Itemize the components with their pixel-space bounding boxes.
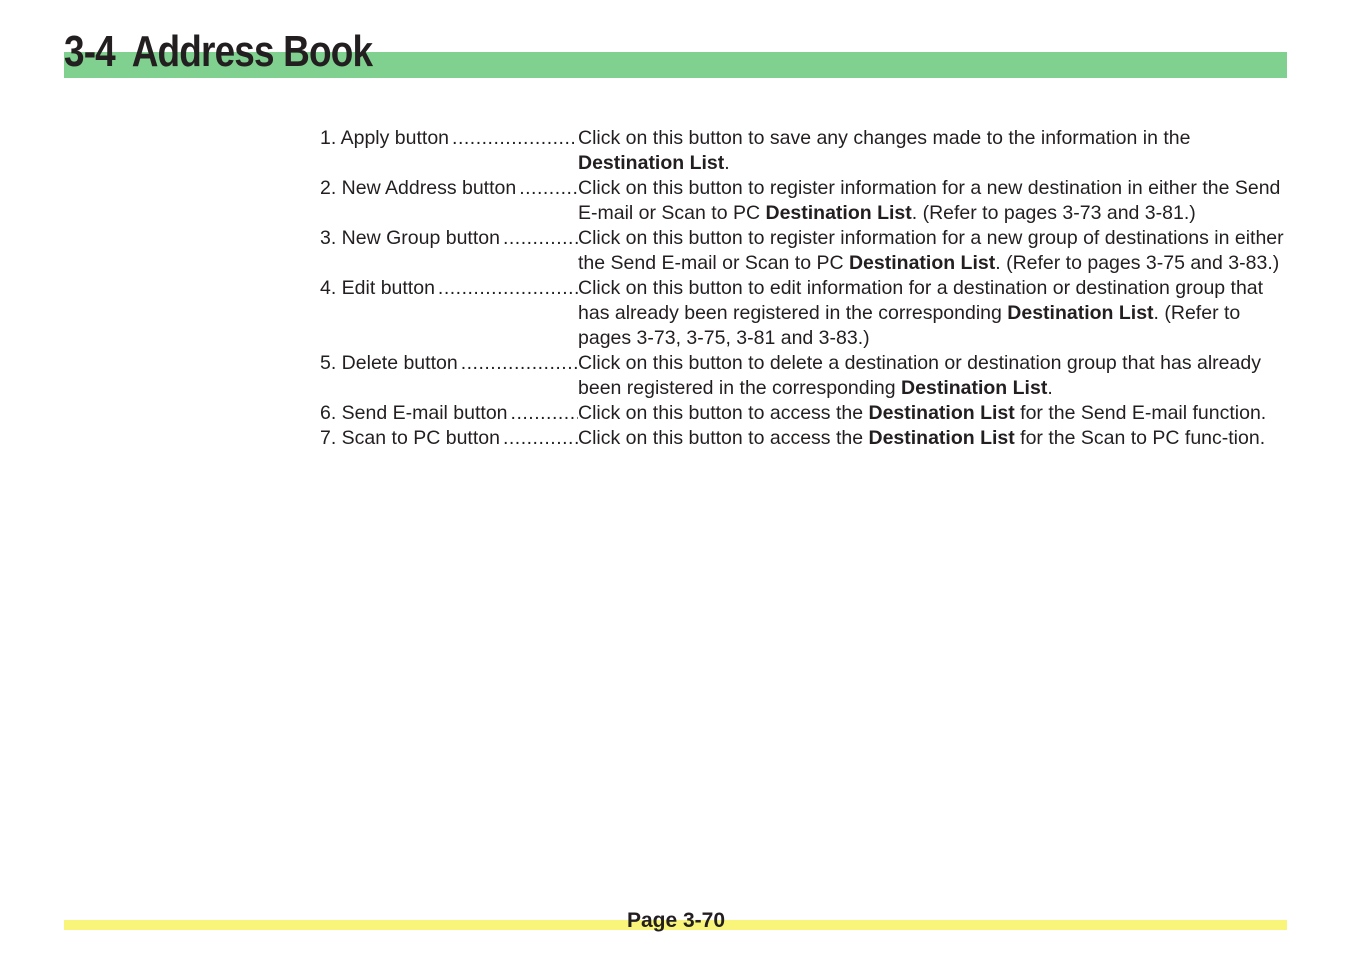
item-term-label: 2. New Address button	[320, 177, 517, 199]
item-description	[578, 276, 1295, 351]
destination-list-term: Destination List	[868, 402, 1015, 424]
item-term	[320, 351, 578, 401]
dot-leader	[435, 276, 578, 351]
dot-leader	[516, 176, 578, 226]
description-text: Click on this button to register information for a new destination in either the Send E-mail or Scan to PC	[578, 177, 1281, 224]
dot-leader	[449, 126, 578, 176]
destination-list-term: Destination List	[901, 377, 1048, 399]
item-term-label: 3. New Group button	[320, 227, 500, 249]
item-term-label: 6. Send E-mail button	[320, 402, 508, 424]
list-item	[320, 176, 1295, 226]
description-text: Click on this button to delete a destination or destination group that has already been registered in the corresponding	[578, 352, 1261, 399]
button-description-list	[320, 126, 1295, 451]
item-description	[578, 351, 1295, 401]
item-term	[320, 126, 578, 176]
item-term-label: 5. Delete button	[320, 352, 458, 374]
destination-list-term: Destination List	[848, 252, 996, 274]
page-title	[64, 22, 372, 82]
section-title: Address Book	[131, 27, 373, 76]
item-description	[578, 401, 1295, 426]
destination-list-term: Destination List	[868, 427, 1015, 449]
list-item	[320, 126, 1295, 176]
description-text: Click on this button to access the	[578, 427, 869, 449]
description-text: for the Send E-mail function.	[1014, 402, 1267, 424]
description-text: .	[724, 152, 730, 174]
item-description	[578, 426, 1295, 451]
description-text: for the Scan to PC func-tion.	[1014, 427, 1266, 449]
item-description	[578, 126, 1295, 176]
description-text: .	[1047, 377, 1053, 399]
dot-leader	[500, 426, 578, 451]
dot-leader	[508, 401, 578, 426]
item-term	[320, 276, 578, 351]
item-term	[320, 226, 578, 276]
item-term	[320, 401, 578, 426]
section-number: 3-4	[64, 27, 115, 76]
item-term	[320, 176, 578, 226]
list-item	[320, 351, 1295, 401]
destination-list-term: Destination List	[578, 152, 725, 174]
item-description	[578, 176, 1295, 226]
description-text: Click on this button to register information for a new group of destinations in either the Send E-mail or Scan to PC	[578, 227, 1284, 274]
list-item	[320, 226, 1295, 276]
description-text: Click on this button to access the	[578, 402, 869, 424]
item-term-label: 4. Edit button	[320, 277, 435, 299]
list-item	[320, 276, 1295, 351]
destination-list-term: Destination List	[765, 202, 912, 224]
list-item	[320, 426, 1295, 451]
dot-leader	[500, 226, 578, 276]
page-number: Page 3-70	[626, 909, 726, 932]
item-description	[578, 226, 1295, 276]
description-text: . (Refer to pages 3-73, 3-75, 3-81 and 3-83.)	[578, 302, 1241, 349]
list-item	[320, 401, 1295, 426]
description-text: Click on this button to edit information for a destination or destination group that has already been registered in the corresponding	[578, 277, 1264, 324]
description-text: . (Refer to pages 3-73 and 3-81.)	[911, 202, 1196, 224]
dot-leader	[458, 351, 578, 401]
destination-list-term: Destination List	[1007, 302, 1154, 324]
item-term-label: 7. Scan to PC button	[320, 427, 500, 449]
description-text: . (Refer to pages 3-75 and 3-83.)	[995, 252, 1280, 274]
item-term	[320, 426, 578, 451]
description-text: Click on this button to save any changes made to the information in the	[578, 127, 1191, 149]
item-term-label: 1. Apply button	[320, 127, 450, 149]
